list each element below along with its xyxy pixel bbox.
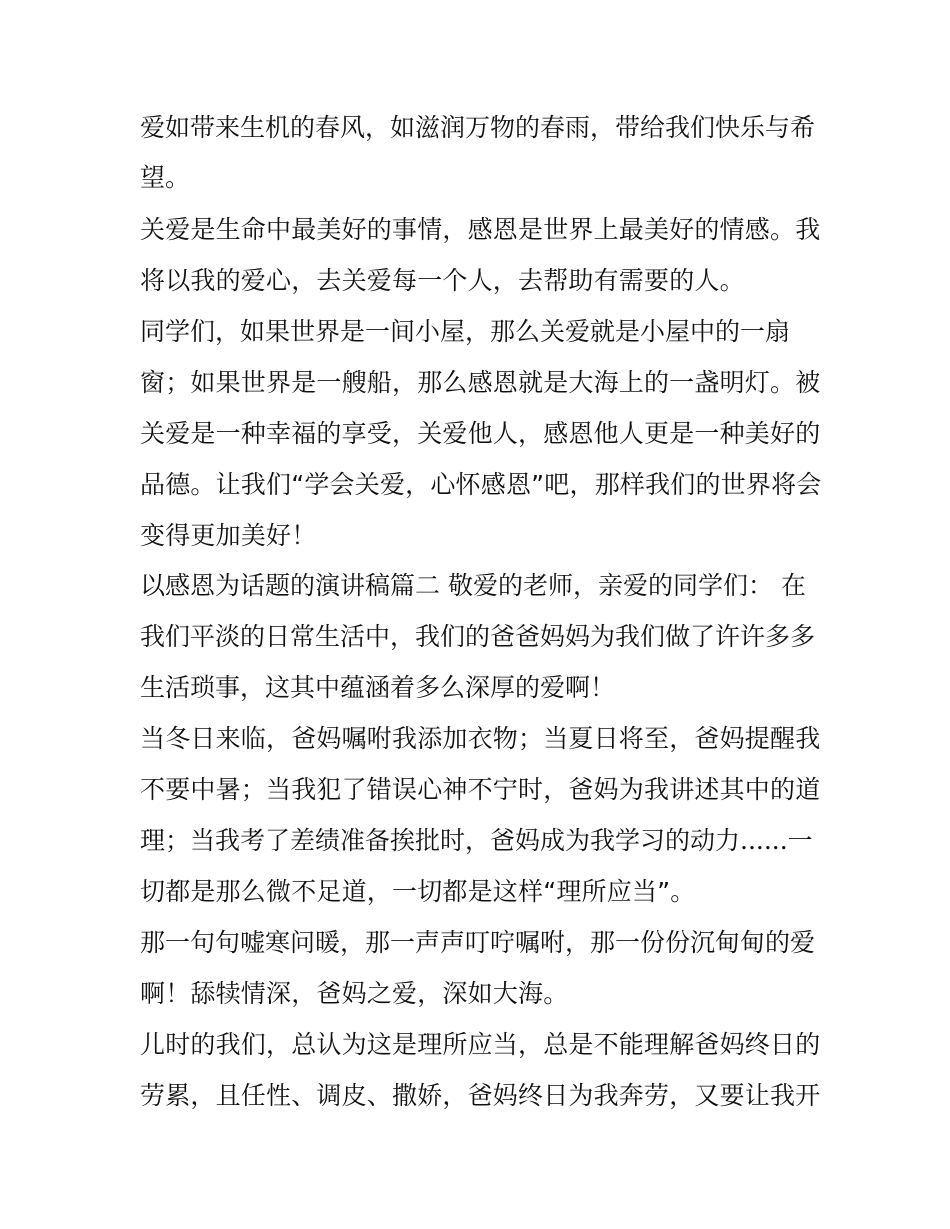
- text-line: 以感恩为话题的演讲稿篇二 敬爱的老师，亲爱的同学们： 在: [140, 571, 806, 600]
- text-line: 关爱是生命中最美好的事情，感恩是世界上最美好的情感。我: [140, 215, 821, 244]
- text-line: 窗；如果世界是一艘船，那么感恩就是大海上的一盏明灯。被: [140, 368, 821, 397]
- text-line: 不要中暑；当我犯了错误心神不宁时，爸妈为我讲述其中的道: [140, 775, 821, 804]
- text-line: 切都是那么微不足道，一切都是这样“理所应当”。: [140, 877, 696, 906]
- text-line: 变得更加美好！: [140, 521, 317, 550]
- text-line: 爱如带来生机的春风，如滋润万物的春雨，带给我们快乐与希: [140, 113, 816, 142]
- text-line: 品德。让我们“学会关爱，心怀感恩”吧，那样我们的世界将会: [140, 470, 822, 499]
- text-line: 啊！舔犊情深，爸妈之爱，深如大海。: [140, 979, 569, 1008]
- text-line: 当冬日来临，爸妈嘱咐我添加衣物；当夏日将至，爸妈提醒我: [140, 724, 821, 753]
- text-line: 那一句句嘘寒问暖，那一声声叮咛嘱咐，那一份份沉甸甸的爱: [140, 928, 816, 957]
- text-line: 劳累，且任性、调皮、撒娇，爸妈终日为我奔劳，又要让我开: [140, 1081, 821, 1110]
- text-line: 理；当我考了差绩准备挨批时，爸妈成为我学习的动力......一: [140, 826, 813, 855]
- text-line: 同学们，如果世界是一间小屋，那么关爱就是小屋中的一扇: [140, 317, 791, 346]
- text-line: 望。: [140, 163, 191, 192]
- text-line: 将以我的爱心，去关爱每一个人，去帮助有需要的人。: [140, 266, 745, 295]
- text-line: 我们平淡的日常生活中，我们的爸爸妈妈为我们做了许许多多: [140, 622, 816, 651]
- text-line: 关爱是一种幸福的享受，关爱他人，感恩他人更是一种美好的: [140, 419, 821, 448]
- text-line: 儿时的我们，总认为这是理所应当，总是不能理解爸妈终日的: [140, 1030, 821, 1059]
- text-line: 生活琐事，这其中蕴涵着多么深厚的爱啊！: [140, 673, 616, 702]
